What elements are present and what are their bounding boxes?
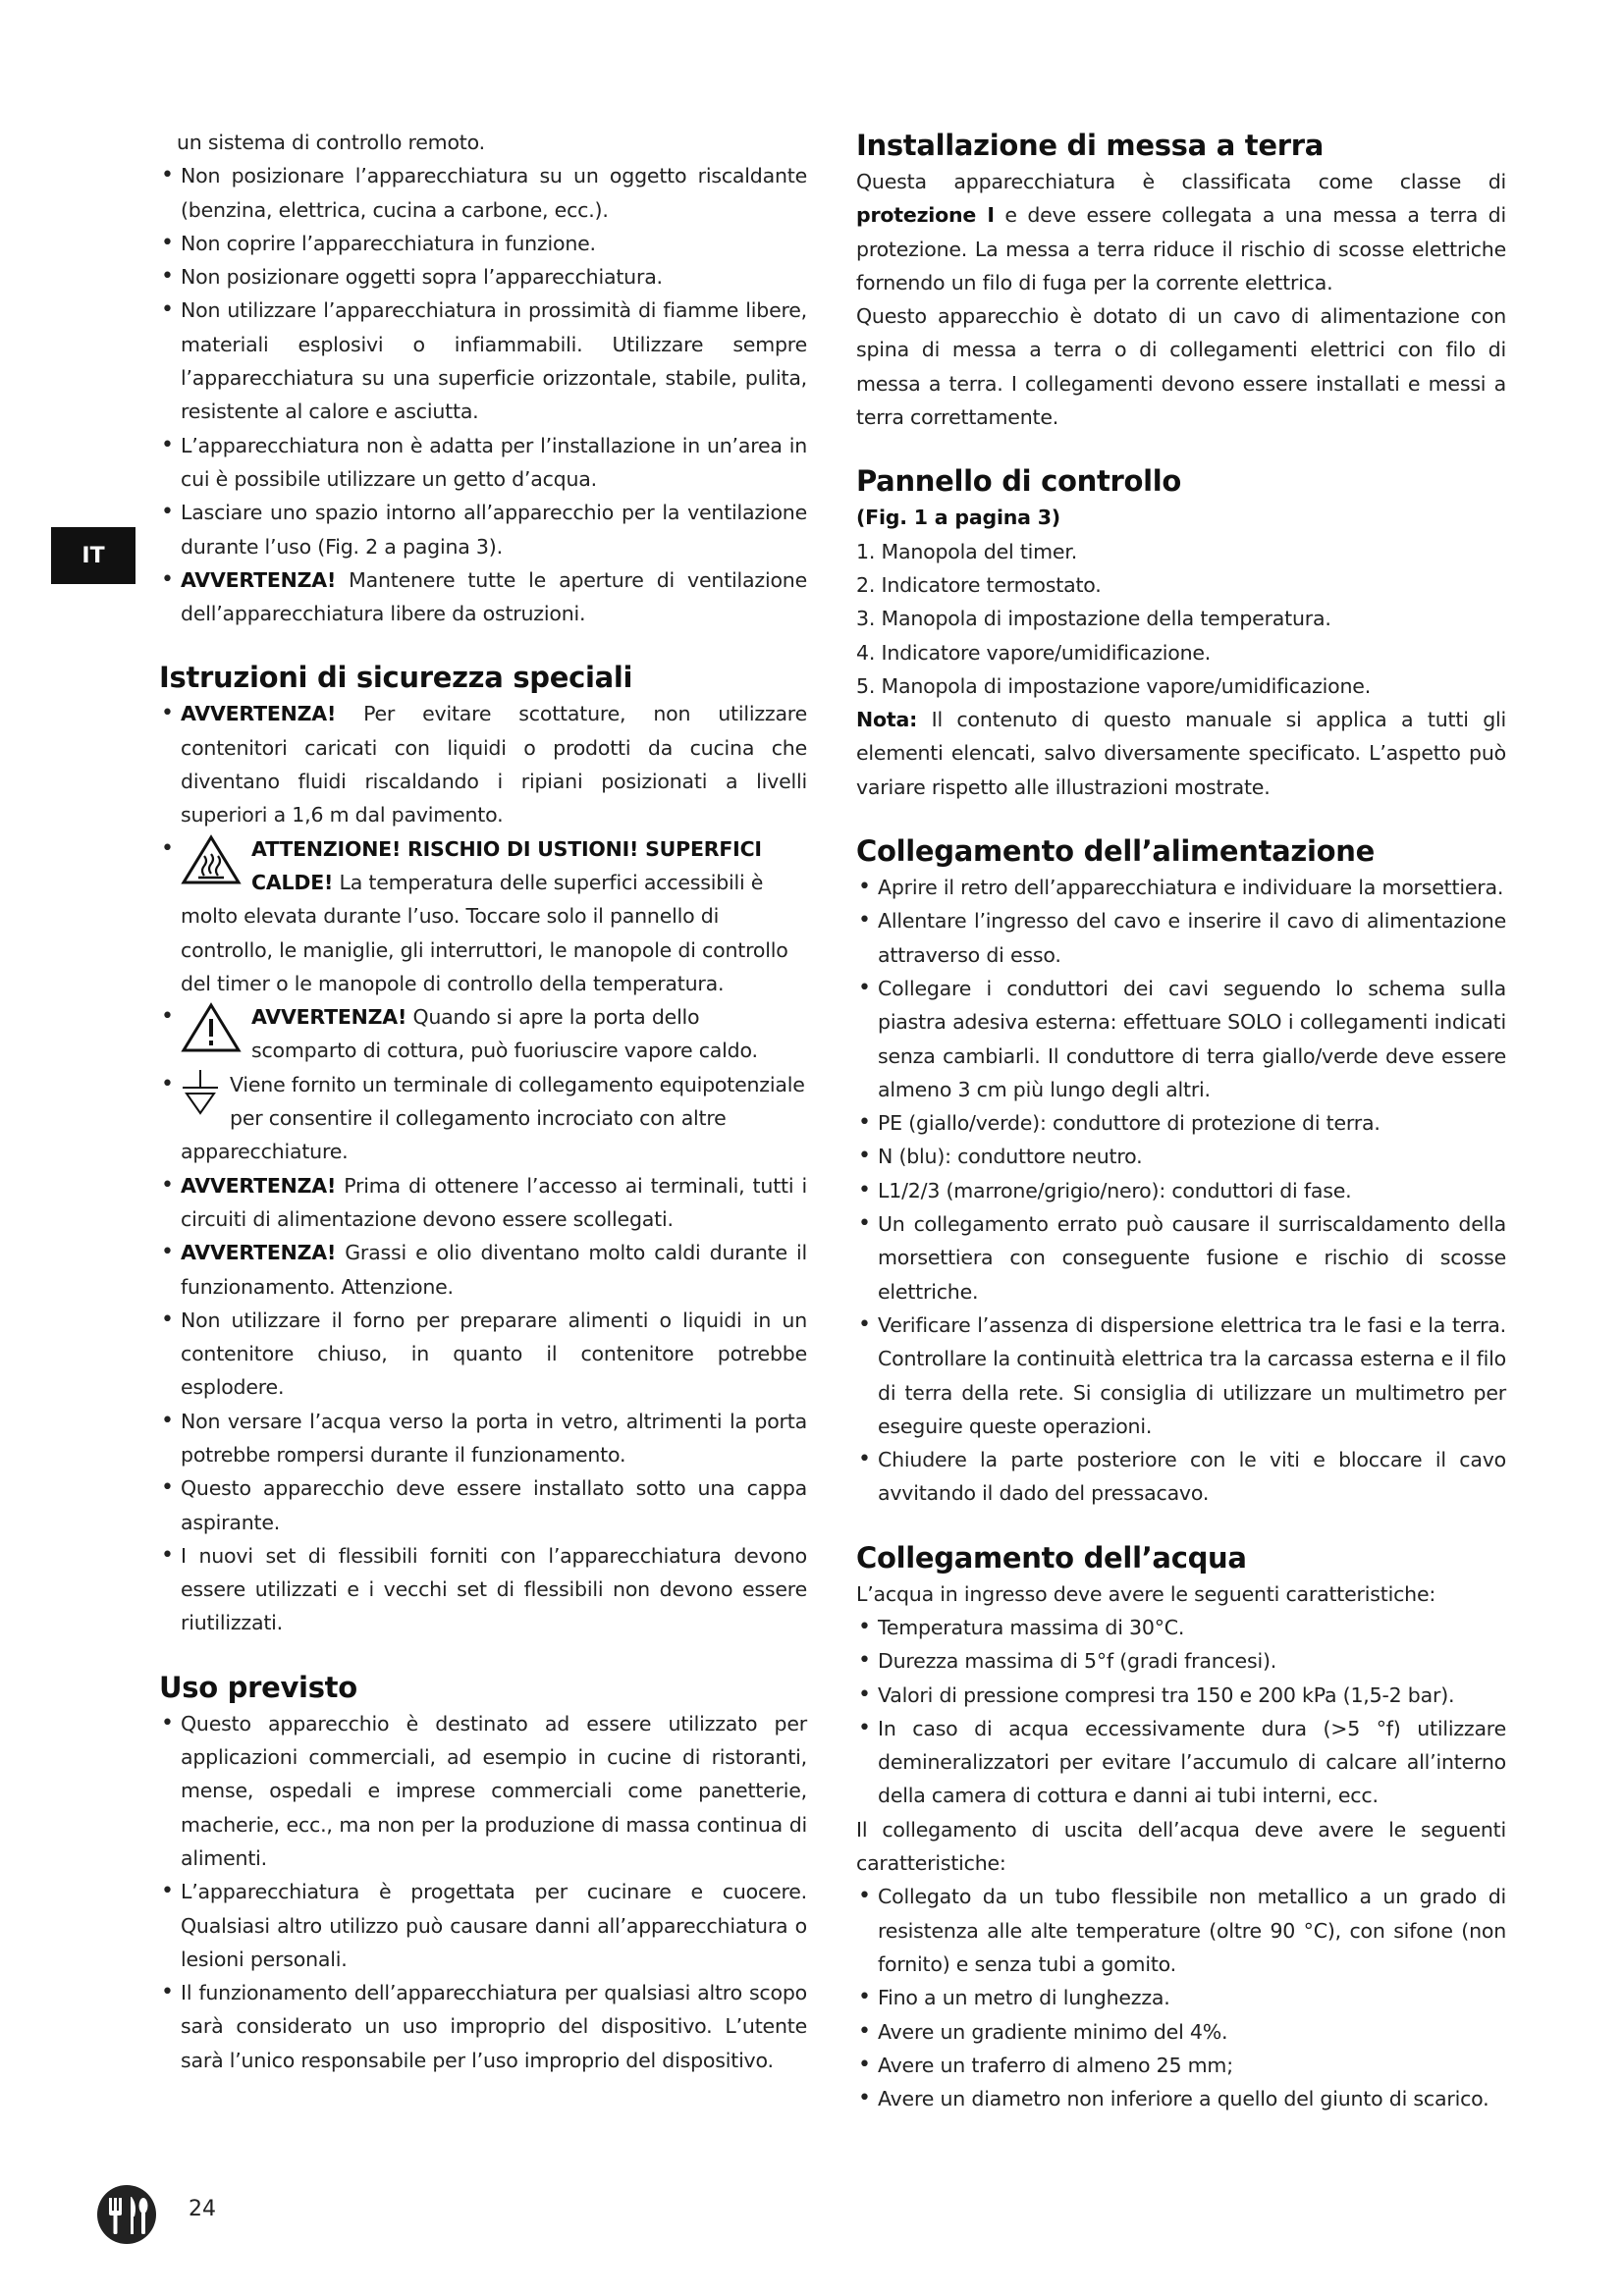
note-text: Il contenuto di questo manuale si applica a tutti gli elementi elencati, salvo diversamente specificato. L’aspetto può variare rispetto alle illustrazioni mostrate. — [856, 708, 1506, 799]
list-item: • L1/2/3 (marrone/grigio/nero): conduttori di fase. — [856, 1174, 1506, 1207]
warning-label: AVVERTENZA! — [181, 567, 337, 592]
list-item-warning — [159, 563, 807, 631]
warning-label: AVVERTENZA! — [181, 1241, 337, 1265]
warning-label: AVVERTENZA! — [181, 1173, 337, 1198]
intro-bullet-list — [159, 159, 807, 630]
list-item-warning — [159, 697, 807, 831]
water-outlet-list — [856, 1880, 1506, 2115]
list-item-warning — [159, 1169, 807, 1237]
list-item: • Valori di pressione compresi tra 150 e 200 kPa (1,5-2 bar). — [856, 1679, 1506, 1712]
steam-warning-label: AVVERTENZA! — [251, 1005, 407, 1030]
intended-use-list — [159, 1707, 807, 2077]
steam-warning-item — [159, 1000, 807, 1068]
list-item: • Verificare l’assenza di dispersione elettrica tra le fasi e la terra. Controllare la continuità elettrica tra la carcassa esterna e il filo di terra della rete. Si consiglia di utilizzare un multimetro per eseguire queste operazioni. — [856, 1308, 1506, 1443]
protection-class-label: protezione I — [856, 203, 995, 228]
list-item: • In caso di acqua eccessivamente dura (>5 °f) utilizzare demineralizzatori per evitare l’accumulo di calcare all’interno della camera di cottura e danni ai tubi interni, ecc. — [856, 1712, 1506, 1813]
special-safety-list-more — [159, 1169, 807, 1640]
list-item: • Non utilizzare l’apparecchiatura in prossimità di fiamme libere, materiali esplosivi o infiammabili. Utilizzare sempre l’apparecchiatura su una superficie orizzontale, stabile, pulita, resistente al calore e asciutta. — [159, 294, 807, 428]
list-item: • Temperatura massima di 30°C. — [856, 1611, 1506, 1644]
warning-text: Prima di ottenere l’accesso ai terminali, tutti i circuiti di alimentazione devono essere scollegati. — [181, 1173, 807, 1231]
text-run: Questa apparecchiatura è classificata come classe di — [856, 170, 1506, 193]
figure-reference: (Fig. 1 a pagina 3) — [856, 506, 1060, 530]
list-item: • Non coprire l’apparecchiatura in funzione. — [159, 227, 807, 260]
burn-warning-label: ATTENZIONE! RISCHIO DI USTIONI! SUPERFICI CALDE! — [251, 836, 762, 894]
section-title-control-panel: Pannello di controllo — [856, 464, 1182, 499]
water-inlet-list — [856, 1611, 1506, 1813]
list-item: • Lasciare uno spazio intorno all’apparecchio per la ventilazione durante l’uso (Fig. 2 a pagina 3). — [159, 496, 807, 563]
grounding-paragraph-2: Questo apparecchio è dotato di un cavo di alimentazione con spina di messa a terra o di collegamenti elettrici con filo di messa a terra. I collegamenti devono essere installati e messi a terra correttamente. — [856, 304, 1506, 430]
list-item: • Questo apparecchio deve essere installato sotto una cappa aspirante. — [159, 1471, 807, 1539]
section-title-power-connection: Collegamento dell’alimentazione — [856, 834, 1375, 869]
list-item: • Un collegamento errato può causare il surriscaldamento della morsettiera con conseguente fusione e rischio di scosse elettriche. — [856, 1207, 1506, 1308]
list-item: • Avere un gradiente minimo del 4%. — [856, 2015, 1506, 2049]
list-item: 5. Manopola di impostazione vapore/umidificazione. — [856, 673, 1372, 698]
special-safety-list — [159, 697, 807, 831]
grounding-paragraph-1 — [856, 165, 1506, 299]
text-run: e deve essere collegata a una messa a terra di protezione. La messa a terra riduce il rischio di scosse elettriche fornendo un filo di fuga per la corrente elettrica. — [856, 203, 1506, 294]
list-item-warning — [159, 1236, 807, 1304]
power-connection-list — [856, 871, 1506, 1511]
list-item: • Non posizionare oggetti sopra l’apparecchiatura. — [159, 260, 807, 294]
equipotential-item — [159, 1068, 807, 1169]
warning-text: Grassi e olio diventano molto caldi durante il funzionamento. Attenzione. — [181, 1241, 807, 1299]
burn-warning-text: La temperatura delle superfici accessibili è molto elevata durante l’uso. Toccare solo il pannello di controllo, le maniglie, gli interruttori, le manopole di controllo del timer o le manopole di controllo della temperatura. — [181, 870, 788, 995]
language-tab — [51, 527, 135, 584]
list-item: • Aprire il retro dell’apparecchiatura e individuare la morsettiera. — [856, 871, 1506, 904]
warning-text: Per evitare scottature, non utilizzare contenitori caricati con liquidi o prodotti da cucina che diventano fluidi riscaldando i ripiani posizionati a livelli superiori a 1,6 m dal pavimento. — [181, 702, 807, 828]
list-item: • L’apparecchiatura non è adatta per l’installazione in un’area in cui è possibile utilizzare un getto d’acqua. — [159, 429, 807, 497]
list-item: • Fino a un metro di lunghezza. — [856, 1981, 1506, 2014]
equipotential-text: Viene fornito un terminale di collegamento equipotenziale per consentire il collegamento incrociato con altre apparecchiature. — [181, 1072, 805, 1164]
list-item: • N (blu): conduttore neutro. — [856, 1140, 1506, 1173]
equipotential-icon — [181, 1070, 220, 1117]
section-title-special-safety: Istruzioni di sicurezza speciali — [159, 661, 633, 695]
cutlery-logo-icon — [96, 2184, 157, 2245]
list-item: • Avere un diametro non inferiore a quello del giunto di scarico. — [856, 2082, 1506, 2115]
list-item: • Il funzionamento dell’apparecchiatura per qualsiasi altro scopo sarà considerato un uso improprio del dispositivo. L’utente sarà l’unico responsabile per l’uso improprio del dispositivo. — [159, 1976, 807, 2077]
section-title-water-connection: Collegamento dell’acqua — [856, 1540, 1247, 1575]
intro-continuation: un sistema di controllo remoto. — [177, 131, 485, 154]
caution-triangle-icon — [181, 1002, 242, 1053]
left-column — [159, 126, 807, 2077]
list-item: • Durezza massima di 5°f (gradi francesi). — [856, 1644, 1506, 1678]
warning-label: AVVERTENZA! — [181, 702, 337, 726]
warning-text: Mantenere tutte le aperture di ventilazione dell’apparecchiatura libere da ostruzioni. — [181, 567, 807, 626]
burn-warning-item — [159, 832, 807, 1000]
list-item: • Allentare l’ingresso del cavo e inserire il cavo di alimentazione attraverso di esso. — [856, 904, 1506, 972]
note-paragraph — [856, 703, 1506, 804]
note-label: Nota: — [856, 708, 918, 732]
list-item: • Collegato da un tubo flessibile non metallico a un grado di resistenza alle alte temperature (oltre 90 °C), con sifone (non fornito) e senza tubi a gomito. — [856, 1880, 1506, 1981]
list-item: • Questo apparecchio è destinato ad essere utilizzato per applicazioni commerciali, ad esempio in cucine di ristoranti, mense, ospedali e imprese commerciali come panetterie, macherie, ecc., ma non per la produzione di massa continua di alimenti. — [159, 1707, 807, 1875]
list-item: 1. Manopola del timer. — [856, 539, 1078, 563]
list-item: • Chiudere la parte posteriore con le viti e bloccare il cavo avvitando il dado del pressacavo. — [856, 1443, 1506, 1511]
list-item: • I nuovi set di flessibili forniti con l’apparecchiatura devono essere utilizzati e i vecchi set di flessibili non devono essere riutilizzati. — [159, 1539, 807, 1640]
language-tab-label: IT — [81, 543, 105, 568]
list-item: 4. Indicatore vapore/umidificazione. — [856, 640, 1212, 665]
list-item: 3. Manopola di impostazione della temperatura. — [856, 607, 1331, 631]
hot-surface-warning-icon — [181, 834, 242, 885]
list-item: • Non versare l’acqua verso la porta in vetro, altrimenti la porta potrebbe rompersi durante il funzionamento. — [159, 1405, 807, 1472]
list-item: • Avere un traferro di almeno 25 mm; — [856, 2049, 1506, 2082]
list-item: • Non posizionare l’apparecchiatura su un oggetto riscaldante (benzina, elettrica, cucina a carbone, ecc.). — [159, 159, 807, 227]
list-item: • Collegare i conduttori dei cavi seguendo lo schema sulla piastra adesiva esterna: effettuare SOLO i collegamenti indicati senza cambiarli. Il conduttore di terra giallo/verde deve essere almeno 3 cm più lungo degli altri. — [856, 972, 1506, 1106]
page-number: 24 — [189, 2197, 216, 2221]
right-column — [856, 126, 1506, 2115]
list-item: • L’apparecchiatura è progettata per cucinare e cuocere. Qualsiasi altro utilizzo può causare danni all’apparecchiatura o lesioni personali. — [159, 1875, 807, 1976]
water-outlet-intro: Il collegamento di uscita dell’acqua deve avere le seguenti caratteristiche: — [856, 1817, 1506, 1876]
section-title-intended-use: Uso previsto — [159, 1670, 357, 1704]
control-panel-list — [856, 535, 1506, 703]
section-title-grounding: Installazione di messa a terra — [856, 129, 1324, 162]
list-item: 2. Indicatore termostato. — [856, 572, 1102, 597]
water-intro: L’acqua in ingresso deve avere le seguenti caratteristiche: — [856, 1581, 1436, 1606]
list-item: • PE (giallo/verde): conduttore di protezione di terra. — [856, 1106, 1506, 1140]
list-item: • Non utilizzare il forno per preparare alimenti o liquidi in un contenitore chiuso, in quanto il contenitore potrebbe esplodere. — [159, 1304, 807, 1405]
steam-warning-text: Quando si apre la porta dello scomparto di cottura, può fuoriuscire vapore caldo. — [251, 1005, 758, 1063]
